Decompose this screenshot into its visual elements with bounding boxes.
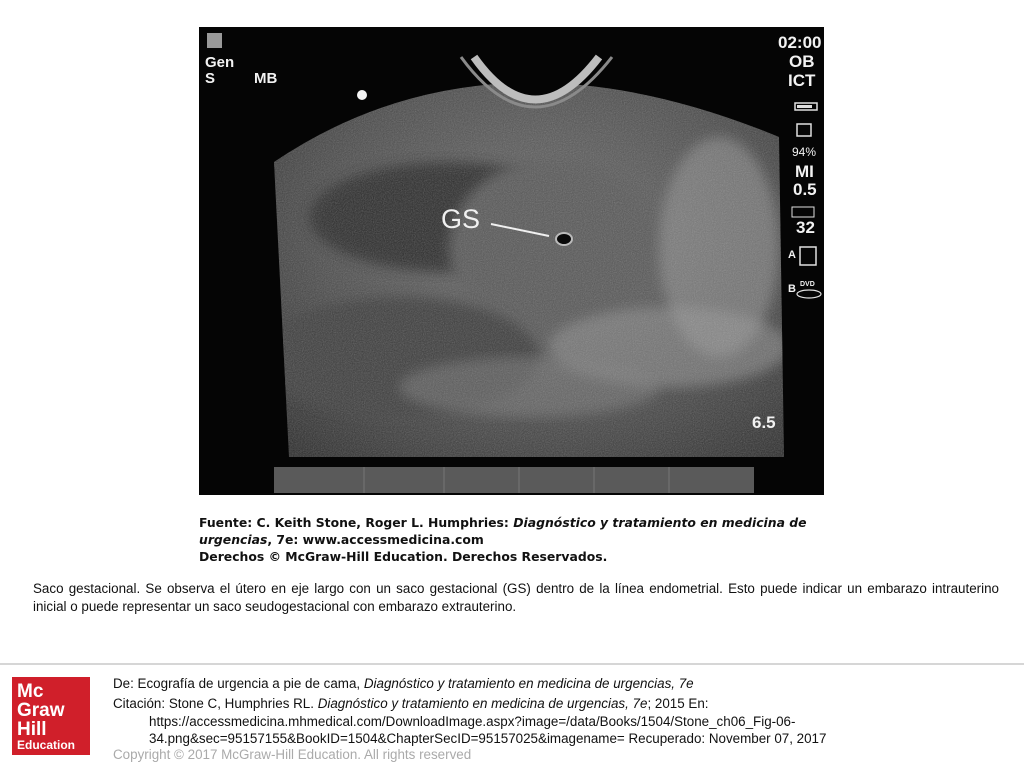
overlay-gen: Gen (205, 54, 235, 71)
from-prefix: De: Ecografía de urgencia a pie de cama, (113, 676, 361, 691)
overlay-time: 02:00 (778, 33, 822, 52)
overlay-marker-a: A (788, 249, 796, 261)
overlay-dvd-text: DVD (800, 281, 815, 288)
monitor-icon (797, 124, 811, 136)
focus-marker (357, 90, 367, 100)
from-title: Diagnóstico y tratamiento en medicina de urgencias, 7e (363, 676, 694, 691)
gain-arrows-icon (792, 207, 814, 217)
figure-source (199, 514, 824, 565)
mcgraw-hill-logo (12, 677, 90, 755)
logo-hill: Hill (17, 719, 47, 740)
footer-divider (0, 663, 1024, 665)
printer-icon (800, 247, 816, 265)
source-authors: C. Keith Stone, Roger L. Humphries: (256, 515, 509, 530)
citation-url-line-2[interactable]: 34.png&sec=95157155&BookID=1504&ChapterSecID=95157025&imagename= Recuperado: November 07, 2017 (149, 731, 827, 746)
gestational-sac (556, 233, 572, 245)
source-edition-site: , 7e: www.accessmedicina.com (267, 532, 484, 547)
overlay-ict: ICT (788, 71, 816, 90)
logo-mc: Mc (17, 681, 44, 702)
citation-prefix: Citación: Stone C, Humphries RL. (113, 696, 314, 711)
from-line (113, 676, 694, 691)
overlay-depth: 6.5 (752, 413, 776, 432)
citation-line (113, 696, 709, 711)
logo-graw: Graw (17, 700, 65, 721)
citation-url-line-1[interactable]: https://accessmedicina.mhmedical.com/DownloadImage.aspx?image=/data/Books/1504/Stone_ch06_Fig-06- (149, 714, 796, 729)
overlay-mb: MB (254, 70, 278, 87)
gs-annotation: GS (441, 204, 481, 234)
overlay-gain: 32 (796, 218, 815, 237)
source-label: Fuente: (199, 515, 253, 530)
ultrasound-image (199, 27, 824, 495)
overlay-power: 94% (792, 145, 817, 159)
source-rights: Derechos © McGraw-Hill Education. Derechos Reservados. (199, 549, 608, 564)
overlay-marker-b: B (788, 283, 796, 295)
citation-title: Diagnóstico y tratamiento en medicina de urgencias, 7e (317, 696, 648, 711)
overlay-mi-value: 0.5 (793, 180, 817, 199)
overlay-ob: OB (789, 52, 815, 71)
figure-caption: Saco gestacional. Se observa el útero en eje largo con un saco gestacional (GS) dentro de la línea endometrial. Esto puede indicar un embarazo intrauterino inicial o puede representar un saco seudogestacional con embarazo extrauterino. (33, 581, 999, 614)
copyright-notice: Copyright © 2017 McGraw-Hill Education. All rights reserved (113, 747, 472, 762)
overlay-mi-label: MI (795, 162, 814, 181)
citation-suffix: ; 2015 En: (647, 696, 709, 711)
logo-education: Education (17, 738, 76, 752)
source-book-title: Diagnóstico y tratamiento en medicina de urgencias (199, 515, 807, 547)
scale-bar (274, 467, 754, 493)
probe-icon (207, 33, 222, 48)
ultrasound-scan (199, 27, 824, 495)
overlay-s: S (205, 70, 216, 87)
dvd-icon (797, 290, 821, 298)
